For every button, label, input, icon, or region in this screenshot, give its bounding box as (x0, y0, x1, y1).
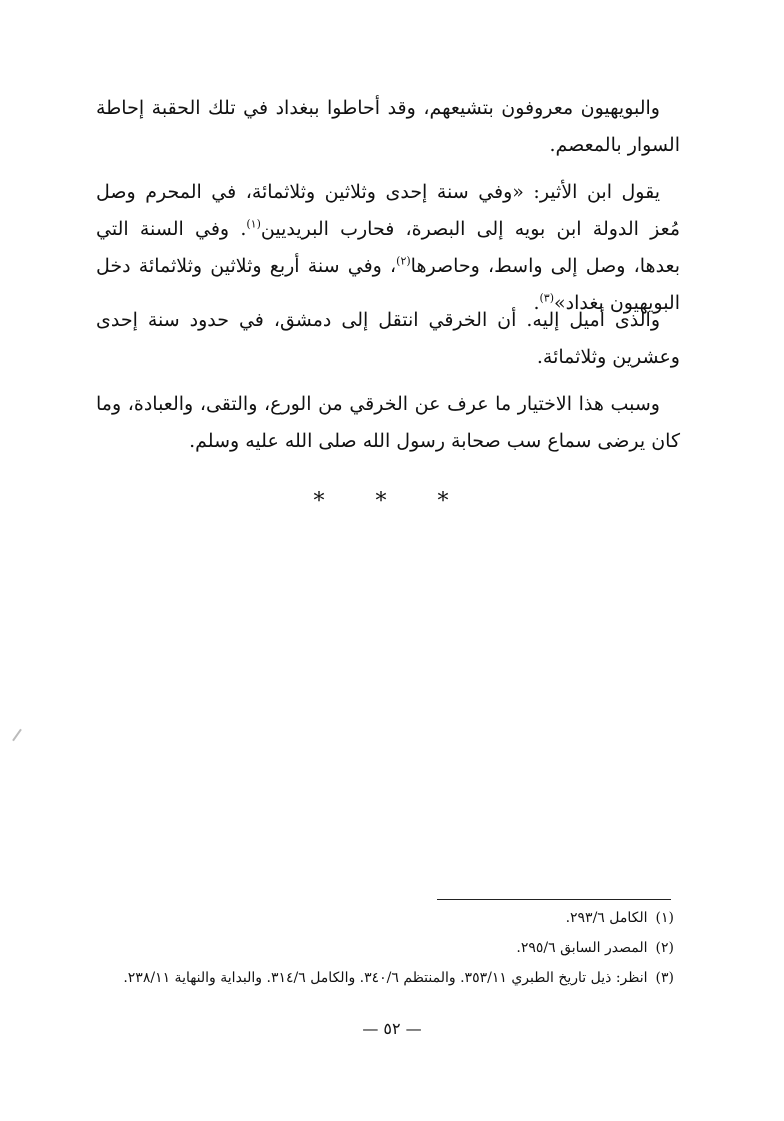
paragraph-2-part-4: . (533, 292, 540, 314)
footnote-1-number: (١) (655, 910, 674, 926)
footnote-2-number: (٢) (655, 940, 674, 956)
footnote-ref-2[interactable]: (٢) (396, 254, 411, 268)
paragraph-2 (96, 174, 680, 322)
footnote-divider (437, 899, 671, 900)
paragraph-1-text: والبويهيون معروفون بتشيعهم، وقد أحاطوا ببغداد في تلك الحقبة إحاطة السوار بالمعصم. (96, 97, 680, 156)
paragraph-3 (96, 302, 680, 376)
footnote-3-text: انظر: ذيل تاريخ الطبري ٣٥٣/١١. والمنتظم ٣٤٠/٦. والكامل ٣١٤/٦. والبداية والنهاية ٢٣٨/١١. (123, 970, 648, 986)
section-separator: * * * (313, 489, 471, 514)
page-number: — ٥٢ — (362, 1019, 422, 1038)
footnote-2 (96, 933, 674, 963)
paragraph-2-part-3: ، وفي سنة أربع وثلاثين وثلاثمائة دخل البويهيون بغداد» (96, 255, 680, 314)
paragraph-2-part-2: . وفي السنة التي بعدها، وصل إلى واسط، وحاصرها (96, 218, 680, 277)
footnote-1 (96, 903, 674, 933)
footnotes (96, 903, 674, 993)
footnote-2-text: المصدر السابق ٢٩٥/٦. (516, 940, 648, 956)
paragraph-4-text: وسبب هذا الاختيار ما عرف عن الخرقي من الورع، والتقى، والعبادة، وما كان يرضى سماع سب صحابة رسول الله صلى الله عليه وسلم. (96, 393, 680, 452)
stray-pen-mark (12, 729, 22, 742)
footnote-3-number: (٣) (655, 970, 674, 986)
paragraph-2-part-1: يقول ابن الأثير: «وفي سنة إحدى وثلاثين وثلاثمائة، في المحرم وصل مُعز الدولة ابن بويه إلى البصرة، فحارب البريديين (96, 181, 680, 240)
paragraph-2-text (96, 174, 680, 322)
paragraph-3-text: والذى أميل إليه. أن الخرقي انتقل إلى دمشق، في حدود سنة إحدى وعشرين وثلاثمائة. (96, 309, 680, 368)
footnote-1-text: الكامل ٢٩٣/٦. (565, 910, 648, 926)
footnote-ref-1[interactable]: (١) (246, 217, 261, 231)
footnote-3 (96, 963, 674, 993)
paragraph-1 (96, 90, 680, 164)
paragraph-4 (96, 386, 680, 460)
footnote-ref-3[interactable]: (٣) (539, 291, 554, 305)
